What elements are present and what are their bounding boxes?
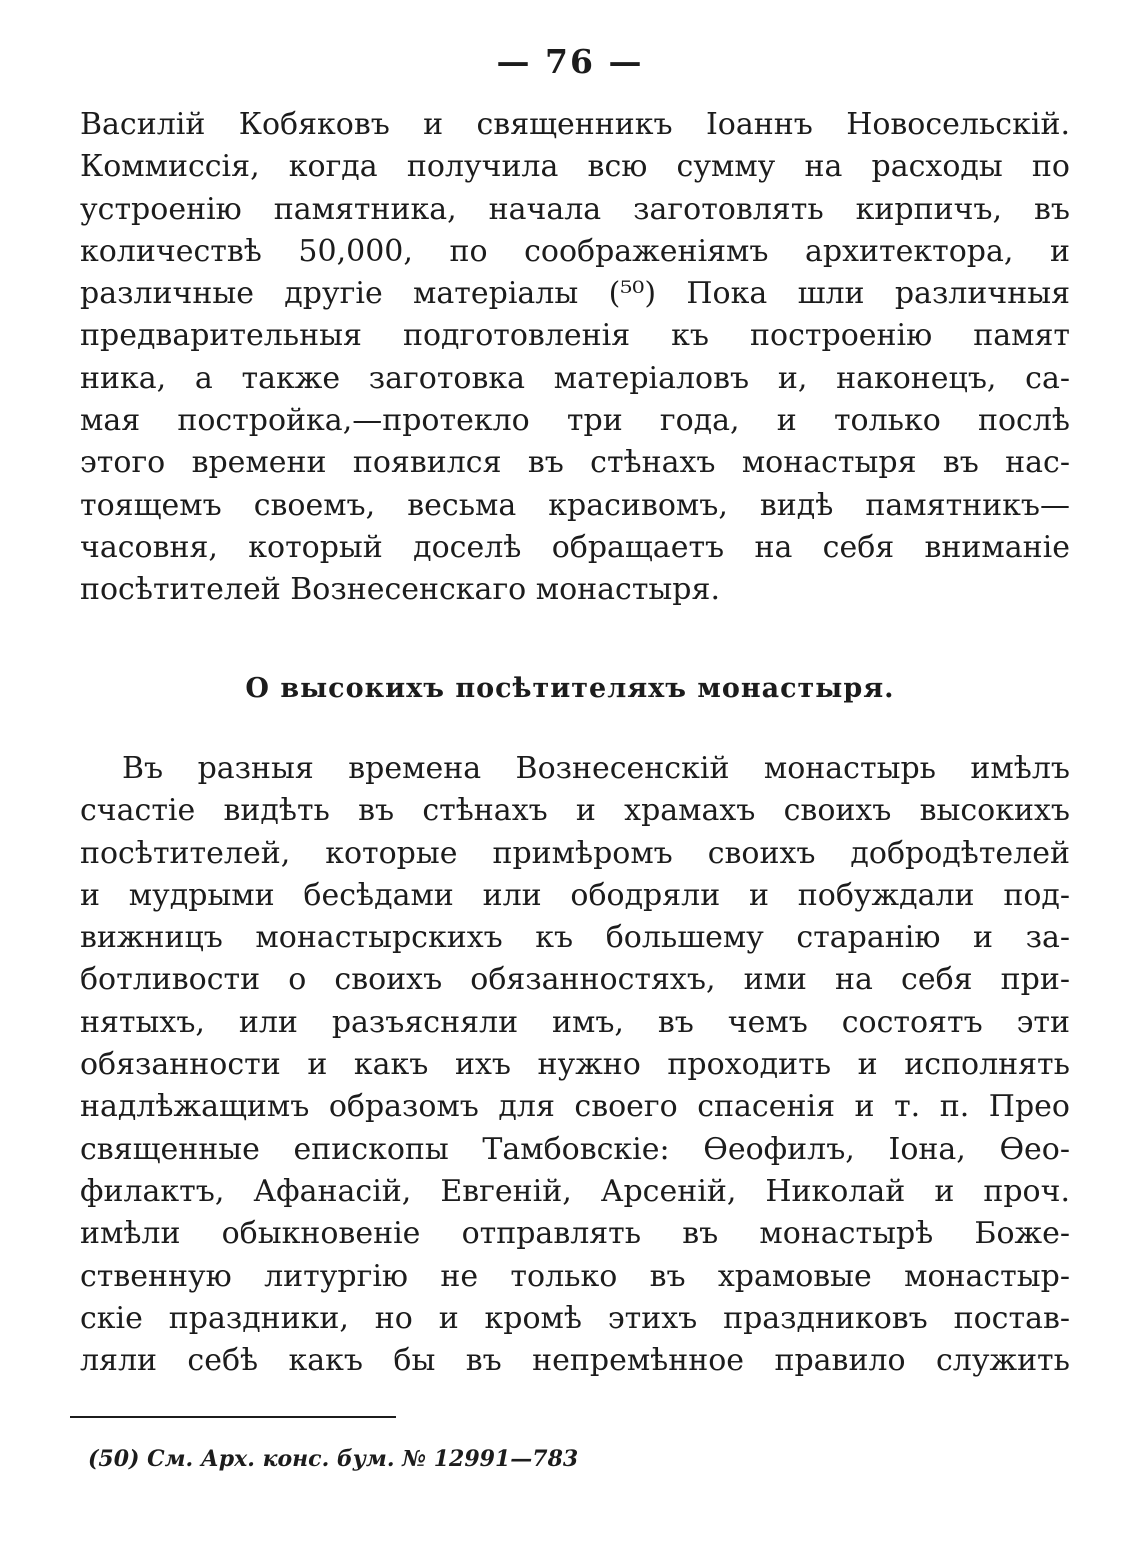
text-line: тоящемъ своемъ, весьма красивомъ, видѣ памятникъ— bbox=[80, 487, 1070, 523]
text-line: филактъ, Афанасій, Евгеній, Арсеній, Николай и проч. bbox=[80, 1173, 1070, 1209]
text-line: нятыхъ, или разъясняли имъ, въ чемъ состоятъ эти bbox=[80, 1004, 1070, 1040]
text-line: надлѣжащимъ образомъ для своего спасенія и т. п. Прео bbox=[80, 1089, 1070, 1125]
text-line: вижницъ монастырскихъ къ большему старанію и за- bbox=[80, 920, 1070, 956]
text-line: ственную литургію не только въ храмовые монастыр- bbox=[80, 1258, 1070, 1294]
section-heading: О высокихъ посѣтителяхъ монастыря. bbox=[245, 673, 895, 704]
paragraph-visitors bbox=[80, 748, 1070, 1382]
text-line: мая постройка,—протекло три года, и только послѣ bbox=[80, 403, 1070, 439]
text-line: имѣли обыкновеніе отправлять въ монастырѣ Боже- bbox=[80, 1216, 1070, 1252]
text-line: Коммиссія, когда получила всю сумму на расходы по bbox=[80, 149, 1070, 185]
text-line: посѣтителей Вознесенскаго монастыря. bbox=[80, 572, 720, 608]
page-number: — 76 — bbox=[496, 42, 644, 81]
text-line: обязанности и какъ ихъ нужно проходить и исполнять bbox=[80, 1047, 1070, 1083]
text-line: посѣтителей, которые примѣромъ своихъ добродѣтелей bbox=[80, 835, 1070, 871]
text-line: устроенію памятника, начала заготовлять кирпичъ, въ bbox=[80, 191, 1070, 227]
text-line: различные другіе матеріалы (⁵⁰) Пока шли различныя bbox=[80, 276, 1070, 312]
text-line: священные епископы Тамбовскіе: Ѳеофилъ, Іона, Ѳео- bbox=[80, 1131, 1070, 1167]
text-line: счастіе видѣть въ стѣнахъ и храмахъ своихъ высокихъ bbox=[80, 793, 1070, 829]
footnote-rule bbox=[70, 1416, 396, 1418]
text-line: ботливости о своихъ обязанностяхъ, ими на себя при- bbox=[80, 962, 1070, 998]
paragraph-commission bbox=[80, 104, 1070, 612]
text-line: этого времени появился въ стѣнахъ монастыря въ нас- bbox=[80, 445, 1070, 481]
text-line: скіе праздники, но и кромѣ этихъ праздниковъ постав- bbox=[80, 1300, 1070, 1336]
text-line: часовня, который доселѣ обращаетъ на себя вниманіе bbox=[80, 529, 1070, 565]
footnote: (50) См. Арх. конс. бум. № 12991—783 bbox=[88, 1446, 579, 1472]
text-line: и мудрыми бесѣдами или ободряли и побуждали под- bbox=[80, 877, 1070, 913]
text-line: предварительныя подготовленія къ построенію памят bbox=[80, 318, 1070, 354]
text-line: Василій Кобяковъ и священникъ Іоаннъ Новосельскій. bbox=[80, 107, 1070, 142]
text-line: ляли себѣ какъ бы въ непремѣнное правило служить bbox=[80, 1343, 1070, 1379]
text-line: ника, а также заготовка матеріаловъ и, наконецъ, са- bbox=[80, 360, 1070, 396]
text-line: количествѣ 50,000, по соображеніямъ архитектора, и bbox=[80, 233, 1070, 269]
text-line: Въ разныя времена Вознесенскій монастырь имѣлъ bbox=[122, 751, 1070, 786]
